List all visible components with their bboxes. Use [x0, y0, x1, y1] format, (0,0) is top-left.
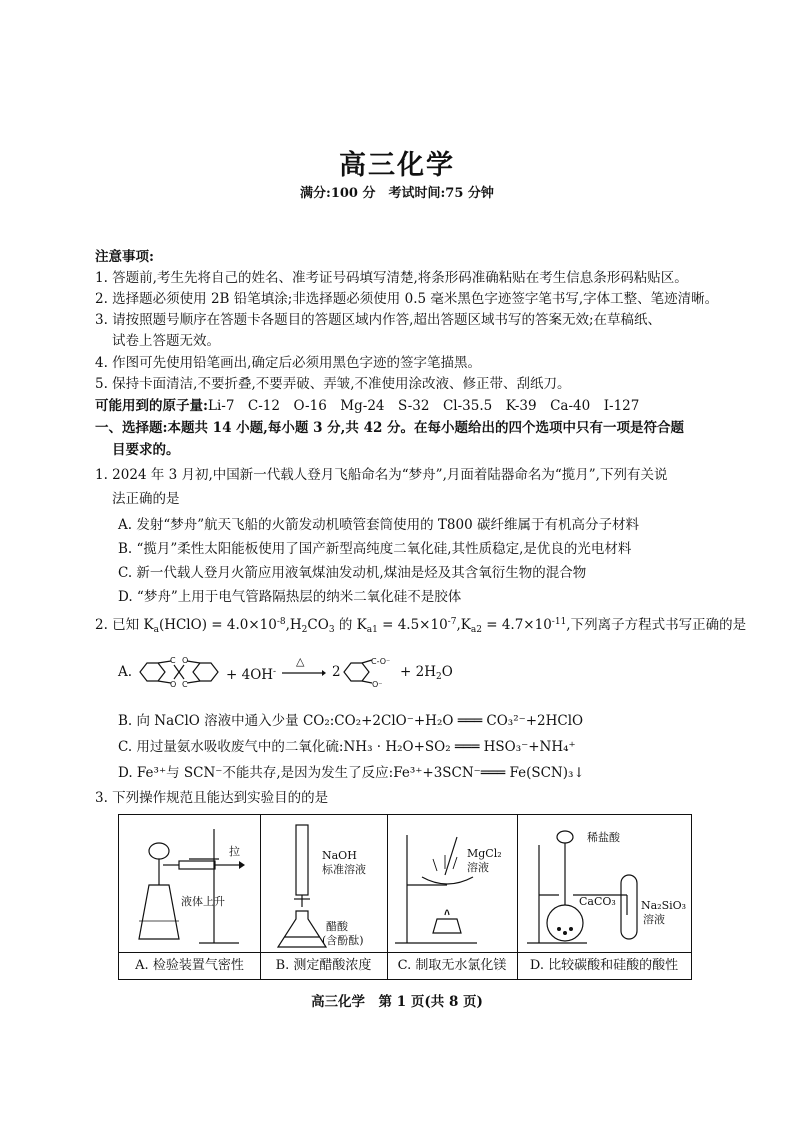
- section-heading: 一、选择题:本题共 14 小题,每小题 3 分,共 42 分。在每小题给出的四个选项中只有一项是符合题: [95, 420, 685, 436]
- q2-stem-part: (HClO) = 4.0×10: [158, 617, 277, 633]
- q3-cell-d: [517, 815, 691, 979]
- airtightness-apparatus-icon: [119, 815, 260, 951]
- atomic-masses: [95, 397, 639, 415]
- q2-stem-part: CO: [307, 617, 329, 633]
- q2-stem-sup: -11: [551, 617, 567, 627]
- q3-c-caption: C. 制取无水氯化镁: [387, 952, 517, 979]
- evaporation-apparatus-icon: [387, 815, 517, 951]
- q3-b-label: NaOH: [322, 849, 357, 862]
- exam-info: 满分:100 分 考试时间:75 分钟: [300, 186, 494, 201]
- q2-option-d: D. Fe³⁺与 SCN⁻不能共存,是因为发生了反应:Fe³⁺+3SCN⁻═══ Fe(SCN)₃↓: [118, 765, 585, 781]
- q3-cell-c: [387, 815, 518, 979]
- q2-option-a-coefficient: 2: [332, 664, 341, 680]
- q2-option-a-text: + 4OH: [226, 667, 274, 683]
- q2-option-a-label: A.: [118, 664, 133, 680]
- q3-b-label: (含酚酞): [322, 934, 364, 947]
- notice-item: 5. 保持卡面清洁,不要折叠,不要弄破、弄皱,不准使用涂改液、修正带、刮纸刀。: [95, 376, 571, 392]
- q1-stem: 1. 2024 年 3 月初,中国新一代载人登月飞船命名为“梦舟”,月面着陆器命名为“揽月”,下列有关说: [95, 467, 668, 483]
- q3-a-label: 液体上升: [181, 895, 225, 908]
- q3-d-label: CaCO₃: [579, 895, 616, 908]
- notice-item: 3. 请按照题号顺序在答题卡各题目的答题区域内作答,超出答题区域书写的答案无效;在草稿纸、: [95, 312, 662, 328]
- q2-stem-sub: a1: [366, 625, 378, 635]
- q1-option-a: A. 发射“梦舟”航天飞船的火箭发动机喷管套筒使用的 T800 碳纤维属于有机高分子材料: [118, 517, 639, 533]
- heat-symbol: △: [296, 655, 305, 668]
- q2-stem-part: ,H: [285, 617, 302, 633]
- q3-d-caption: D. 比较碳酸和硅酸的酸性: [517, 952, 691, 979]
- q3-a-label: 拉: [229, 845, 240, 858]
- atomic-masses-label: 可能用到的原子量:: [95, 398, 208, 414]
- q2-stem: [95, 613, 746, 639]
- q2-stem-sub: a: [153, 625, 159, 635]
- q3-d-label: 溶液: [643, 913, 665, 926]
- q3-b-label: 标准溶液: [322, 863, 366, 876]
- anhydride-structure-icon: [136, 655, 222, 689]
- q3-d-label: Na₂SiO₃: [641, 899, 687, 912]
- q2-stem-sup: -7: [447, 617, 457, 627]
- q2-option-c: C. 用过量氨水吸收废气中的二氧化硫:NH₃ · H₂O+SO₂ ═══ HSO₃⁻+NH₄⁺: [118, 739, 576, 755]
- q2-stem-part: 的 K: [334, 617, 367, 633]
- atomic-masses-values: Li-7 C-12 O-16 Mg-24 S-32 Cl-35.5 K-39 Ca-40 I-127: [207, 398, 640, 414]
- q2-stem-sub: a2: [470, 625, 482, 635]
- q2-stem-part: = 4.7×10: [481, 617, 552, 633]
- q2-option-a-reagent: [226, 663, 276, 684]
- q2-option-a-text: + 2H: [400, 664, 436, 680]
- q1-option-b: B. “揽月”柔性太阳能板使用了国产新型高纯度二氧化硅,其性质稳定,是优良的光电材料: [118, 541, 632, 557]
- q3-apparatus-figure: [118, 814, 692, 980]
- carboxylate-structure-icon: [342, 655, 394, 689]
- q2-option-a-sup: -: [273, 667, 277, 677]
- q1-option-c: C. 新一代载人登月火箭应用液氧煤油发动机,煤油是烃及其含氧衍生物的混合物: [118, 565, 587, 581]
- q3-stem: 3. 下列操作规范且能达到实验目的的是: [95, 790, 329, 806]
- arrow-icon: [282, 669, 326, 677]
- q2-stem-part: = 4.5×10: [377, 617, 448, 633]
- svg-text:O: O: [182, 656, 189, 665]
- q3-c-label: MgCl₂: [467, 847, 502, 860]
- q2-option-a-water: [400, 663, 453, 686]
- svg-text:C: C: [170, 656, 176, 665]
- notice-item: 1. 答题前,考生先将自己的姓名、准考证号码填写清楚,将条形码准确粘贴在考生信息条形码粘贴区。: [95, 270, 688, 286]
- svg-text:O⁻: O⁻: [372, 680, 383, 689]
- svg-text:C: C: [182, 680, 188, 689]
- q2-option-b: B. 向 NaClO 溶液中通入少量 CO₂:CO₂+2ClO⁻+H₂O ═══ CO₃²⁻+2HClO: [118, 713, 584, 729]
- q2-stem-sub: 2: [301, 625, 308, 635]
- svg-text:O: O: [170, 680, 177, 689]
- q2-option-a-sub: 2: [435, 672, 442, 682]
- section-heading-cont: 目要求的。: [112, 442, 180, 458]
- q1-option-d: D. “梦舟”上用于电气管路隔热层的纳米二氧化硅不是胶体: [118, 589, 462, 605]
- q3-cell-a: [119, 815, 261, 979]
- notice-item: 2. 选择题必须使用 2B 铅笔填涂;非选择题必须使用 0.5 毫米黑色字迹签字笔书写,字体工整、笔迹清晰。: [95, 291, 719, 307]
- q2-stem-part: ,下列离子方程式书写正确的是: [566, 617, 747, 633]
- q3-b-caption: B. 测定醋酸浓度: [260, 952, 387, 979]
- notice-item: 4. 作图可先使用铅笔画出,确定后必须用黑色字迹的签字笔描黑。: [95, 355, 481, 371]
- q3-d-label: 稀盐酸: [587, 831, 620, 844]
- q3-c-label: 溶液: [467, 861, 489, 874]
- q1-stem-cont: 法正确的是: [112, 491, 180, 507]
- page-title: 高三化学: [339, 150, 455, 181]
- q2-stem-part: ,K: [456, 617, 471, 633]
- q3-cell-b: [260, 815, 388, 979]
- notice-item: 试卷上答题无效。: [112, 333, 220, 349]
- q2-stem-sup: -8: [276, 617, 286, 627]
- q2-stem-part: 2. 已知 K: [95, 617, 154, 633]
- q2-stem-sub: 3: [328, 625, 335, 635]
- titration-apparatus-icon: [260, 815, 387, 951]
- q3-a-caption: A. 检验装置气密性: [119, 952, 260, 979]
- q3-b-label: 醋酸: [326, 920, 348, 933]
- notice-heading: 注意事项:: [95, 249, 154, 265]
- svg-text:C-O⁻: C-O⁻: [371, 657, 391, 666]
- page-footer: 高三化学 第 1 页(共 8 页): [311, 994, 483, 1010]
- q2-option-a-text: O: [441, 664, 453, 680]
